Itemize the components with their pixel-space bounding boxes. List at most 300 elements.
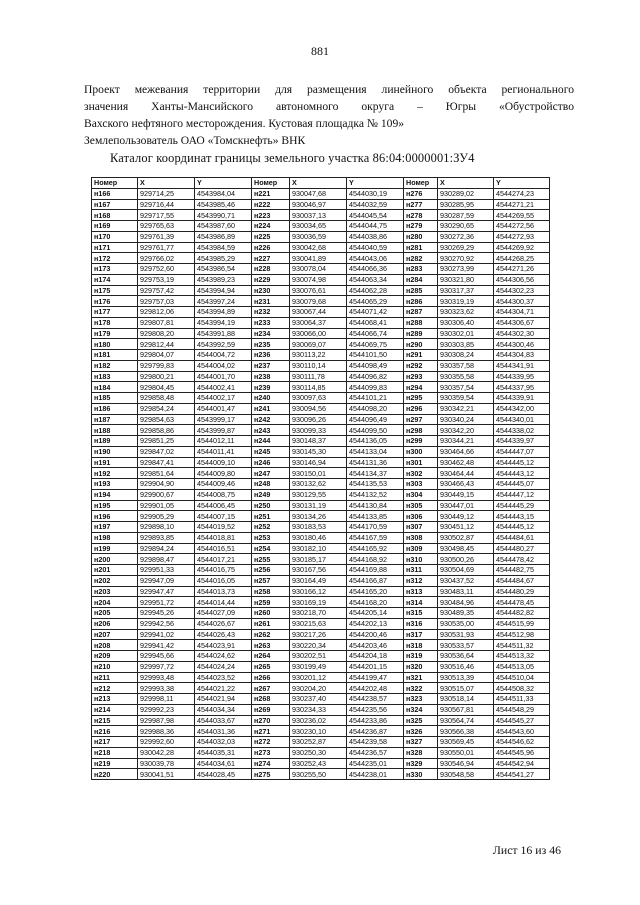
y-coordinate-cell: 4544510,04 (494, 672, 550, 683)
table-row (92, 188, 550, 199)
table-row (92, 339, 550, 350)
point-number-cell: н202 (92, 575, 138, 586)
x-coordinate-cell: 930498,45 (438, 543, 494, 554)
table-row (92, 661, 550, 672)
y-coordinate-cell: 4544134,37 (347, 468, 404, 479)
x-coordinate-cell: 930217,26 (290, 629, 347, 640)
table-row (92, 694, 550, 705)
point-number-cell: н257 (252, 575, 290, 586)
table-row (92, 672, 550, 683)
y-coordinate-cell: 4544028,45 (195, 769, 252, 780)
y-coordinate-cell: 4544009,46 (195, 479, 252, 490)
x-coordinate-cell: 929898,10 (138, 522, 195, 533)
y-coordinate-cell: 4544002,17 (195, 393, 252, 404)
point-number-cell: н207 (92, 629, 138, 640)
point-number-cell: н265 (252, 661, 290, 672)
x-coordinate-cell: 929804,45 (138, 382, 195, 393)
x-coordinate-cell: 930134,26 (290, 511, 347, 522)
y-coordinate-cell: 4544235,01 (347, 758, 404, 769)
x-coordinate-cell: 930319,19 (438, 296, 494, 307)
point-number-cell: н316 (404, 618, 438, 629)
x-coordinate-cell: 930447,01 (438, 500, 494, 511)
y-coordinate-cell: 4544132,52 (347, 489, 404, 500)
header-line-3: Вахского нефтяного месторождения. Кустовая площадка № 109» (84, 117, 405, 130)
x-coordinate-cell: 929997,72 (138, 661, 195, 672)
y-coordinate-cell: 4544443,15 (494, 511, 550, 522)
y-coordinate-cell: 4544044,75 (347, 221, 404, 232)
x-coordinate-cell: 930132,62 (290, 479, 347, 490)
table-row (92, 608, 550, 619)
y-coordinate-cell: 4544031,36 (195, 726, 252, 737)
y-coordinate-cell: 4544099,83 (347, 382, 404, 393)
x-coordinate-cell: 929799,83 (138, 360, 195, 371)
x-coordinate-cell: 929858,48 (138, 393, 195, 404)
table-row (92, 554, 550, 565)
x-coordinate-cell: 930502,87 (438, 532, 494, 543)
y-coordinate-cell: 4544199,47 (347, 672, 404, 683)
point-number-cell: н240 (252, 393, 290, 404)
point-number-cell: н172 (92, 253, 138, 264)
point-number-cell: н250 (252, 500, 290, 511)
x-coordinate-cell: 930039,78 (138, 758, 195, 769)
point-number-cell: н215 (92, 715, 138, 726)
table-row (92, 683, 550, 694)
y-coordinate-cell: 4544006,45 (195, 500, 252, 511)
point-number-cell: н241 (252, 403, 290, 414)
y-coordinate-cell: 4544098,49 (347, 360, 404, 371)
point-number-cell: н229 (252, 274, 290, 285)
x-coordinate-cell: 930272,36 (438, 231, 494, 242)
y-coordinate-cell: 4544512,98 (494, 629, 550, 640)
table-row (92, 511, 550, 522)
coordinates-table (91, 177, 550, 780)
x-coordinate-cell: 929847,41 (138, 457, 195, 468)
x-coordinate-cell: 930202,51 (290, 651, 347, 662)
x-coordinate-cell: 930164,49 (290, 575, 347, 586)
point-number-cell: н175 (92, 285, 138, 296)
y-coordinate-cell: 4543994,19 (195, 317, 252, 328)
x-coordinate-cell: 930513,39 (438, 672, 494, 683)
point-number-cell: н187 (92, 414, 138, 425)
point-number-cell: н208 (92, 640, 138, 651)
table-row (92, 274, 550, 285)
y-coordinate-cell: 4544169,88 (347, 565, 404, 576)
y-coordinate-cell: 4544012,11 (195, 436, 252, 447)
x-coordinate-cell: 930449,12 (438, 511, 494, 522)
x-coordinate-cell: 930449,15 (438, 489, 494, 500)
column-header: Номер (252, 178, 290, 189)
x-coordinate-cell: 930076,61 (290, 285, 347, 296)
x-coordinate-cell: 929851,25 (138, 436, 195, 447)
x-coordinate-cell: 929807,81 (138, 317, 195, 328)
point-number-cell: н184 (92, 382, 138, 393)
header-line-1: Проект межевания территории для размещения линейного объекта регионального (84, 83, 574, 96)
y-coordinate-cell: 4544027,09 (195, 608, 252, 619)
point-number-cell: н296 (404, 403, 438, 414)
y-coordinate-cell: 4544304,71 (494, 307, 550, 318)
x-coordinate-cell: 930302,01 (438, 328, 494, 339)
y-coordinate-cell: 4543994,89 (195, 307, 252, 318)
y-coordinate-cell: 4543997,24 (195, 296, 252, 307)
table-row (92, 425, 550, 436)
y-coordinate-cell: 4544007,15 (195, 511, 252, 522)
x-coordinate-cell: 930270,92 (438, 253, 494, 264)
x-coordinate-cell: 930504,69 (438, 565, 494, 576)
y-coordinate-cell: 4544482,82 (494, 608, 550, 619)
point-number-cell: н239 (252, 382, 290, 393)
y-coordinate-cell: 4544548,29 (494, 704, 550, 715)
catalog-title: Каталог координат границы земельного участка 86:04:0000001:ЗУ4 (110, 151, 475, 165)
x-coordinate-cell: 930500,26 (438, 554, 494, 565)
point-number-cell: н253 (252, 532, 290, 543)
table-row (92, 360, 550, 371)
table-row (92, 651, 550, 662)
x-coordinate-cell: 929951,33 (138, 565, 195, 576)
x-coordinate-cell: 930046,97 (290, 199, 347, 210)
y-coordinate-cell: 4544445,12 (494, 457, 550, 468)
point-number-cell: н183 (92, 371, 138, 382)
x-coordinate-cell: 930047,68 (290, 188, 347, 199)
point-number-cell: н182 (92, 360, 138, 371)
point-number-cell: н297 (404, 414, 438, 425)
y-coordinate-cell: 4544016,51 (195, 543, 252, 554)
point-number-cell: н237 (252, 360, 290, 371)
x-coordinate-cell: 929812,06 (138, 307, 195, 318)
point-number-cell: н193 (92, 479, 138, 490)
point-number-cell: н192 (92, 468, 138, 479)
y-coordinate-cell: 4544478,42 (494, 554, 550, 565)
x-coordinate-cell: 930079,68 (290, 296, 347, 307)
point-number-cell: н211 (92, 672, 138, 683)
table-row (92, 737, 550, 748)
x-coordinate-cell: 930220,34 (290, 640, 347, 651)
y-coordinate-cell: 4544024,62 (195, 651, 252, 662)
point-number-cell: н311 (404, 565, 438, 576)
point-number-cell: н219 (92, 758, 138, 769)
y-coordinate-cell: 4543984,59 (195, 242, 252, 253)
point-number-cell: н288 (404, 317, 438, 328)
point-number-cell: н270 (252, 715, 290, 726)
x-coordinate-cell: 929851,64 (138, 468, 195, 479)
y-coordinate-cell: 4544065,29 (347, 296, 404, 307)
point-number-cell: н223 (252, 210, 290, 221)
y-coordinate-cell: 4544306,56 (494, 274, 550, 285)
x-coordinate-cell: 929947,09 (138, 575, 195, 586)
x-coordinate-cell: 930515,07 (438, 683, 494, 694)
y-coordinate-cell: 4544445,07 (494, 479, 550, 490)
y-coordinate-cell: 4544236,57 (347, 747, 404, 758)
y-coordinate-cell: 4543991,88 (195, 328, 252, 339)
y-coordinate-cell: 4544017,21 (195, 554, 252, 565)
table-row (92, 436, 550, 447)
table-row (92, 618, 550, 629)
x-coordinate-cell: 929900,67 (138, 489, 195, 500)
table-row (92, 489, 550, 500)
y-coordinate-cell: 4544133,85 (347, 511, 404, 522)
column-header: Y (195, 178, 252, 189)
x-coordinate-cell: 930234,33 (290, 704, 347, 715)
point-number-cell: н262 (252, 629, 290, 640)
point-number-cell: н315 (404, 608, 438, 619)
y-coordinate-cell: 4544302,30 (494, 328, 550, 339)
x-coordinate-cell: 930483,11 (438, 586, 494, 597)
y-coordinate-cell: 4544340,01 (494, 414, 550, 425)
x-coordinate-cell: 930131,19 (290, 500, 347, 511)
y-coordinate-cell: 4544030,19 (347, 188, 404, 199)
x-coordinate-cell: 930533,57 (438, 640, 494, 651)
x-coordinate-cell: 930566,38 (438, 726, 494, 737)
table-row (92, 264, 550, 275)
y-coordinate-cell: 4544063,34 (347, 274, 404, 285)
x-coordinate-cell: 930355,58 (438, 371, 494, 382)
point-number-cell: н227 (252, 253, 290, 264)
table-row (92, 307, 550, 318)
y-coordinate-cell: 4544478,45 (494, 597, 550, 608)
y-coordinate-cell: 4544004,02 (195, 360, 252, 371)
column-header: X (438, 178, 494, 189)
x-coordinate-cell: 929992,60 (138, 737, 195, 748)
x-coordinate-cell: 930323,62 (438, 307, 494, 318)
point-number-cell: н205 (92, 608, 138, 619)
y-coordinate-cell: 4544101,50 (347, 350, 404, 361)
point-number-cell: н286 (404, 296, 438, 307)
y-coordinate-cell: 4544168,20 (347, 597, 404, 608)
point-number-cell: н307 (404, 522, 438, 533)
point-number-cell: н321 (404, 672, 438, 683)
point-number-cell: н220 (92, 769, 138, 780)
x-coordinate-cell: 930564,74 (438, 715, 494, 726)
y-coordinate-cell: 4544511,32 (494, 640, 550, 651)
point-number-cell: н204 (92, 597, 138, 608)
y-coordinate-cell: 4544339,97 (494, 436, 550, 447)
point-number-cell: н294 (404, 382, 438, 393)
y-coordinate-cell: 4543985,29 (195, 253, 252, 264)
x-coordinate-cell: 930094,56 (290, 403, 347, 414)
y-coordinate-cell: 4544032,03 (195, 737, 252, 748)
point-number-cell: н327 (404, 737, 438, 748)
x-coordinate-cell: 930064,37 (290, 317, 347, 328)
x-coordinate-cell: 930569,45 (438, 737, 494, 748)
y-coordinate-cell: 4544447,07 (494, 446, 550, 457)
point-number-cell: н298 (404, 425, 438, 436)
x-coordinate-cell: 930096,26 (290, 414, 347, 425)
y-coordinate-cell: 4544024,24 (195, 661, 252, 672)
point-number-cell: н170 (92, 231, 138, 242)
x-coordinate-cell: 930183,53 (290, 522, 347, 533)
y-coordinate-cell: 4543986,89 (195, 231, 252, 242)
point-number-cell: н180 (92, 339, 138, 350)
y-coordinate-cell: 4544508,32 (494, 683, 550, 694)
x-coordinate-cell: 930535,00 (438, 618, 494, 629)
point-number-cell: н322 (404, 683, 438, 694)
table-row (92, 758, 550, 769)
point-number-cell: н167 (92, 199, 138, 210)
x-coordinate-cell: 930146,94 (290, 457, 347, 468)
point-number-cell: н276 (404, 188, 438, 199)
y-coordinate-cell: 4544513,05 (494, 661, 550, 672)
point-number-cell: н179 (92, 328, 138, 339)
point-number-cell: н282 (404, 253, 438, 264)
y-coordinate-cell: 4544170,59 (347, 522, 404, 533)
point-number-cell: н176 (92, 296, 138, 307)
x-coordinate-cell: 930230,10 (290, 726, 347, 737)
table-row (92, 231, 550, 242)
column-header: X (138, 178, 195, 189)
point-number-cell: н243 (252, 425, 290, 436)
table-row (92, 199, 550, 210)
y-coordinate-cell: 4544238,57 (347, 694, 404, 705)
y-coordinate-cell: 4544269,55 (494, 210, 550, 221)
table-row (92, 414, 550, 425)
y-coordinate-cell: 4544541,27 (494, 769, 550, 780)
point-number-cell: н199 (92, 543, 138, 554)
point-number-cell: н255 (252, 554, 290, 565)
y-coordinate-cell: 4544239,58 (347, 737, 404, 748)
table-row (92, 640, 550, 651)
x-coordinate-cell: 930567,81 (438, 704, 494, 715)
point-number-cell: н214 (92, 704, 138, 715)
y-coordinate-cell: 4544021,94 (195, 694, 252, 705)
x-coordinate-cell: 929753,19 (138, 274, 195, 285)
x-coordinate-cell: 929947,47 (138, 586, 195, 597)
x-coordinate-cell: 930111,78 (290, 371, 347, 382)
point-number-cell: н290 (404, 339, 438, 350)
point-number-cell: н181 (92, 350, 138, 361)
point-number-cell: н185 (92, 393, 138, 404)
y-coordinate-cell: 4544445,12 (494, 522, 550, 533)
point-number-cell: н303 (404, 479, 438, 490)
x-coordinate-cell: 929993,48 (138, 672, 195, 683)
point-number-cell: н226 (252, 242, 290, 253)
point-number-cell: н273 (252, 747, 290, 758)
y-coordinate-cell: 4544035,31 (195, 747, 252, 758)
point-number-cell: н186 (92, 403, 138, 414)
x-coordinate-cell: 929808,20 (138, 328, 195, 339)
x-coordinate-cell: 929993,38 (138, 683, 195, 694)
point-number-cell: н305 (404, 500, 438, 511)
y-coordinate-cell: 4544302,23 (494, 285, 550, 296)
y-coordinate-cell: 4544009,80 (195, 468, 252, 479)
table-row (92, 393, 550, 404)
y-coordinate-cell: 4544341,91 (494, 360, 550, 371)
x-coordinate-cell: 929854,24 (138, 403, 195, 414)
y-coordinate-cell: 4544011,41 (195, 446, 252, 457)
y-coordinate-cell: 4544304,83 (494, 350, 550, 361)
point-number-cell: н267 (252, 683, 290, 694)
point-number-cell: н266 (252, 672, 290, 683)
y-coordinate-cell: 4544233,86 (347, 715, 404, 726)
x-coordinate-cell: 929898,47 (138, 554, 195, 565)
y-coordinate-cell: 4544009,10 (195, 457, 252, 468)
y-coordinate-cell: 4544274,23 (494, 188, 550, 199)
point-number-cell: н228 (252, 264, 290, 275)
y-coordinate-cell: 4544235,56 (347, 704, 404, 715)
y-coordinate-cell: 4544033,67 (195, 715, 252, 726)
point-number-cell: н310 (404, 554, 438, 565)
y-coordinate-cell: 4544484,61 (494, 532, 550, 543)
y-coordinate-cell: 4544066,74 (347, 328, 404, 339)
point-number-cell: н212 (92, 683, 138, 694)
x-coordinate-cell: 930201,12 (290, 672, 347, 683)
x-coordinate-cell: 930166,12 (290, 586, 347, 597)
x-coordinate-cell: 929992,23 (138, 704, 195, 715)
x-coordinate-cell: 930303,85 (438, 339, 494, 350)
x-coordinate-cell: 929998,11 (138, 694, 195, 705)
point-number-cell: н292 (404, 360, 438, 371)
point-number-cell: н221 (252, 188, 290, 199)
x-coordinate-cell: 930067,44 (290, 307, 347, 318)
point-number-cell: н249 (252, 489, 290, 500)
table-row (92, 253, 550, 264)
point-number-cell: н302 (404, 468, 438, 479)
column-header: X (290, 178, 347, 189)
y-coordinate-cell: 4544066,36 (347, 264, 404, 275)
point-number-cell: н178 (92, 317, 138, 328)
y-coordinate-cell: 4544306,67 (494, 317, 550, 328)
y-coordinate-cell: 4544480,27 (494, 543, 550, 554)
point-number-cell: н256 (252, 565, 290, 576)
x-coordinate-cell: 930290,65 (438, 221, 494, 232)
x-coordinate-cell: 929757,03 (138, 296, 195, 307)
x-coordinate-cell: 930484,96 (438, 597, 494, 608)
point-number-cell: н210 (92, 661, 138, 672)
table-row (92, 328, 550, 339)
x-coordinate-cell: 929765,63 (138, 221, 195, 232)
x-coordinate-cell: 930148,37 (290, 436, 347, 447)
x-coordinate-cell: 929893,85 (138, 532, 195, 543)
y-coordinate-cell: 4543984,04 (195, 188, 252, 199)
y-coordinate-cell: 4544023,91 (195, 640, 252, 651)
x-coordinate-cell: 930037,13 (290, 210, 347, 221)
x-coordinate-cell: 930167,56 (290, 565, 347, 576)
point-number-cell: н312 (404, 575, 438, 586)
y-coordinate-cell: 4544101,21 (347, 393, 404, 404)
point-number-cell: н289 (404, 328, 438, 339)
point-number-cell: н195 (92, 500, 138, 511)
x-coordinate-cell: 929904,90 (138, 479, 195, 490)
x-coordinate-cell: 930321,80 (438, 274, 494, 285)
x-coordinate-cell: 930250,30 (290, 747, 347, 758)
y-coordinate-cell: 4544513,32 (494, 651, 550, 662)
x-coordinate-cell: 930215,63 (290, 618, 347, 629)
y-coordinate-cell: 4544098,20 (347, 403, 404, 414)
y-coordinate-cell: 4544040,59 (347, 242, 404, 253)
x-coordinate-cell: 929766,02 (138, 253, 195, 264)
x-coordinate-cell: 930489,35 (438, 608, 494, 619)
y-coordinate-cell: 4544071,42 (347, 307, 404, 318)
point-number-cell: н293 (404, 371, 438, 382)
table-row (92, 457, 550, 468)
point-number-cell: н274 (252, 758, 290, 769)
point-number-cell: н188 (92, 425, 138, 436)
point-number-cell: н244 (252, 436, 290, 447)
y-coordinate-cell: 4544034,34 (195, 704, 252, 715)
table-row (92, 747, 550, 758)
x-coordinate-cell: 930204,20 (290, 683, 347, 694)
y-coordinate-cell: 4544204,18 (347, 651, 404, 662)
y-coordinate-cell: 4544019,52 (195, 522, 252, 533)
y-coordinate-cell: 4544272,56 (494, 221, 550, 232)
point-number-cell: н174 (92, 274, 138, 285)
point-number-cell: н283 (404, 264, 438, 275)
x-coordinate-cell: 930097,63 (290, 393, 347, 404)
point-number-cell: н194 (92, 489, 138, 500)
x-coordinate-cell: 930099,33 (290, 425, 347, 436)
point-number-cell: н225 (252, 231, 290, 242)
table-row (92, 446, 550, 457)
y-coordinate-cell: 4544001,47 (195, 403, 252, 414)
y-coordinate-cell: 4543985,46 (195, 199, 252, 210)
